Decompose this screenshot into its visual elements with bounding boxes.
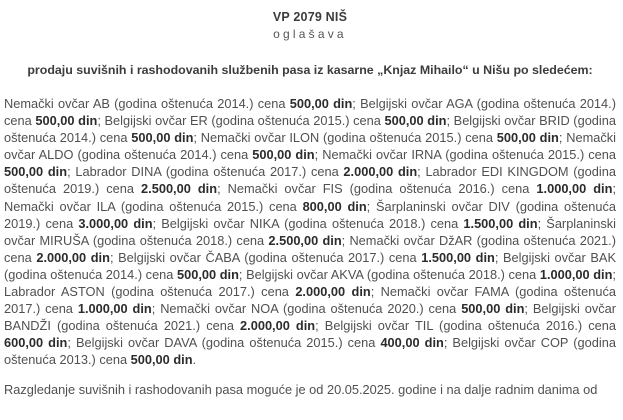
viewing-info-paragraph: Razgledanje suvišnih i rashodovanih pasa moguće je od 20.05.2025. godine i na dalje radnim danima od (4, 381, 598, 397)
dog-description: Labrador ASTON (godina oštenuća 2017.) cena (4, 284, 296, 300)
separator: ; (238, 266, 247, 282)
separator: ; (67, 164, 76, 180)
separator: ; (109, 249, 119, 265)
dog-listing-item (228, 181, 616, 196)
document (4, 0, 616, 398)
dog-price: 1.000,00 din (77, 301, 152, 317)
dog-description: Belgijski ovčar COP (godina oštenuća 2013.) cena (4, 335, 616, 368)
separator: ; (417, 164, 426, 180)
dog-price: 3.000,00 din (78, 215, 153, 231)
dog-price: 500,00 din (35, 113, 98, 129)
dog-description: Nemački ovčar FAMA (godina oštenuća 2017.) cena (4, 284, 616, 317)
separator: ; (612, 181, 616, 197)
separator: ; (558, 130, 567, 146)
dog-description: Belgijski ovčar AGA (godina oštenuća 2014.) cena (4, 96, 616, 129)
separator: ; (67, 335, 76, 351)
dog-description: Nemački ovčar AB (godina oštenuća 2014.) cena (4, 96, 290, 111)
dog-description: Labrador EDI KINGDOM (godina oštenuća 2019.) cena (4, 164, 616, 197)
dog-listing-item (118, 250, 503, 265)
dog-description: Nemački ovčar FIS (godina oštenuća 2016.) cena (227, 181, 537, 197)
dog-price: 800,00 din (302, 198, 367, 214)
separator: ; (217, 181, 228, 197)
dog-price: 2.000,00 din (36, 249, 110, 265)
dog-price: 400,00 din (380, 335, 444, 351)
dog-description: Belgijski ovčar AKVA (godina oštenuća 2018.) cena (246, 266, 540, 282)
dog-price: 2.000,00 din (295, 284, 371, 300)
lead-sentence: prodaju suvišnih i rashodovanih službenih pasa iz kasarne „Knjaz Mihailo“ u Nišu po sledećem: (27, 63, 593, 77)
dog-listing-item (75, 164, 425, 179)
separator: ; (370, 284, 381, 300)
dog-listing-item (160, 301, 533, 316)
dog-description: Belgijski ovčar BANDŽI (godina oštenuća 2021.) cena (4, 301, 616, 334)
dog-description: Belgijski ovčar BRID (godina oštenuća 2014.) cena (4, 113, 617, 146)
separator: ; (443, 335, 453, 351)
dog-price: 1.500,00 din (421, 249, 495, 265)
dog-price: 500,00 din (289, 96, 353, 111)
dog-description: Nemački ovčar IRNA (godina oštenuća 2015.) cena (322, 147, 616, 163)
dog-listing-item (4, 284, 381, 299)
dog-price: 1.000,00 din (536, 181, 613, 197)
separator: ; (494, 249, 503, 265)
page-title: VP 2079 NIŠ (272, 10, 348, 24)
separator: . (192, 352, 197, 368)
dog-price: 2.000,00 din (343, 164, 418, 180)
dog-listing-item (201, 130, 566, 145)
dog-price: 500,00 din (496, 130, 559, 146)
separator: ; (341, 232, 350, 248)
dog-price: 500,00 din (177, 266, 239, 282)
separator: ; (612, 266, 616, 282)
page-subtitle: oglašava (273, 27, 347, 41)
dog-price: 2.000,00 din (240, 318, 316, 334)
separator: ; (314, 147, 323, 163)
dog-description: Belgijski ovčar DAVA (godina oštenuća 2015.) cena (75, 335, 381, 351)
dog-price: 500,00 din (131, 130, 194, 146)
separator: ; (97, 113, 105, 129)
dog-listing-item (4, 199, 376, 214)
dog-price: 1.000,00 din (539, 266, 613, 282)
dog-price: 500,00 din (130, 352, 193, 368)
dog-description: Belgijski ovčar ER (godina oštenuća 2015.) cena (104, 113, 385, 129)
separator: ; (366, 198, 376, 214)
dog-listing-item (4, 96, 360, 111)
separator: ; (193, 130, 201, 146)
dog-description: Belgijski ovčar TIL (godina oštenuća 2016.) cena (324, 318, 616, 334)
separator: ; (446, 113, 454, 129)
dog-description: Belgijski ovčar NIKA (godina oštenuća 2018.) cena (161, 215, 464, 231)
dog-price: 500,00 din (4, 164, 68, 180)
separator: ; (315, 318, 325, 334)
dog-price: 600,00 din (4, 335, 68, 351)
dog-price: 2.500,00 din (268, 232, 342, 248)
dog-description: Belgijski ovčar ČABA (godina oštenuća 2017.) cena (118, 249, 422, 265)
dog-price: 500,00 din (252, 147, 315, 163)
dog-price: 2.500,00 din (141, 181, 218, 197)
dog-description: Šarplaninski ovčar DIV (godina oštenuća 2019.) cena (4, 198, 616, 231)
dog-description: Nemački ovčar ALDO (godina oštenuća 2014.) cena (4, 130, 616, 163)
separator: ; (352, 96, 361, 111)
dog-description: Nemački ovčar DžAR (godina oštenuća 2021.) cena (4, 232, 616, 265)
dog-description: Nemački ovčar ILA (godina oštenuća 2015.) cena (4, 198, 303, 214)
dog-description: Belgijski ovčar BAK (godina oštenuća 2014.) cena (4, 249, 616, 282)
separator: ; (537, 215, 547, 231)
dog-price: 500,00 din (384, 113, 447, 129)
dog-description: Nemački ovčar ILON (godina oštenuća 2015.) cena (200, 130, 497, 146)
dog-listing-item (105, 113, 454, 128)
dog-price: 1.500,00 din (463, 215, 538, 231)
dog-description: Labrador DINA (godina oštenuća 2017.) cena (75, 164, 344, 180)
separator: ; (151, 301, 161, 317)
dog-listing-paragraph (4, 95, 616, 369)
dog-price: 500,00 din (461, 301, 525, 317)
dog-listing-item (246, 267, 616, 282)
dog-description: Nemački ovčar NOA (godina oštenuća 2020.) cena (160, 301, 462, 317)
dog-listing-item (76, 335, 452, 350)
dog-listing-item (161, 216, 546, 231)
separator: ; (524, 301, 533, 317)
dog-description: Šarplaninski ovčar MIRUŠA (godina oštenuća 2018.) cena (4, 215, 616, 248)
separator: ; (152, 215, 162, 231)
